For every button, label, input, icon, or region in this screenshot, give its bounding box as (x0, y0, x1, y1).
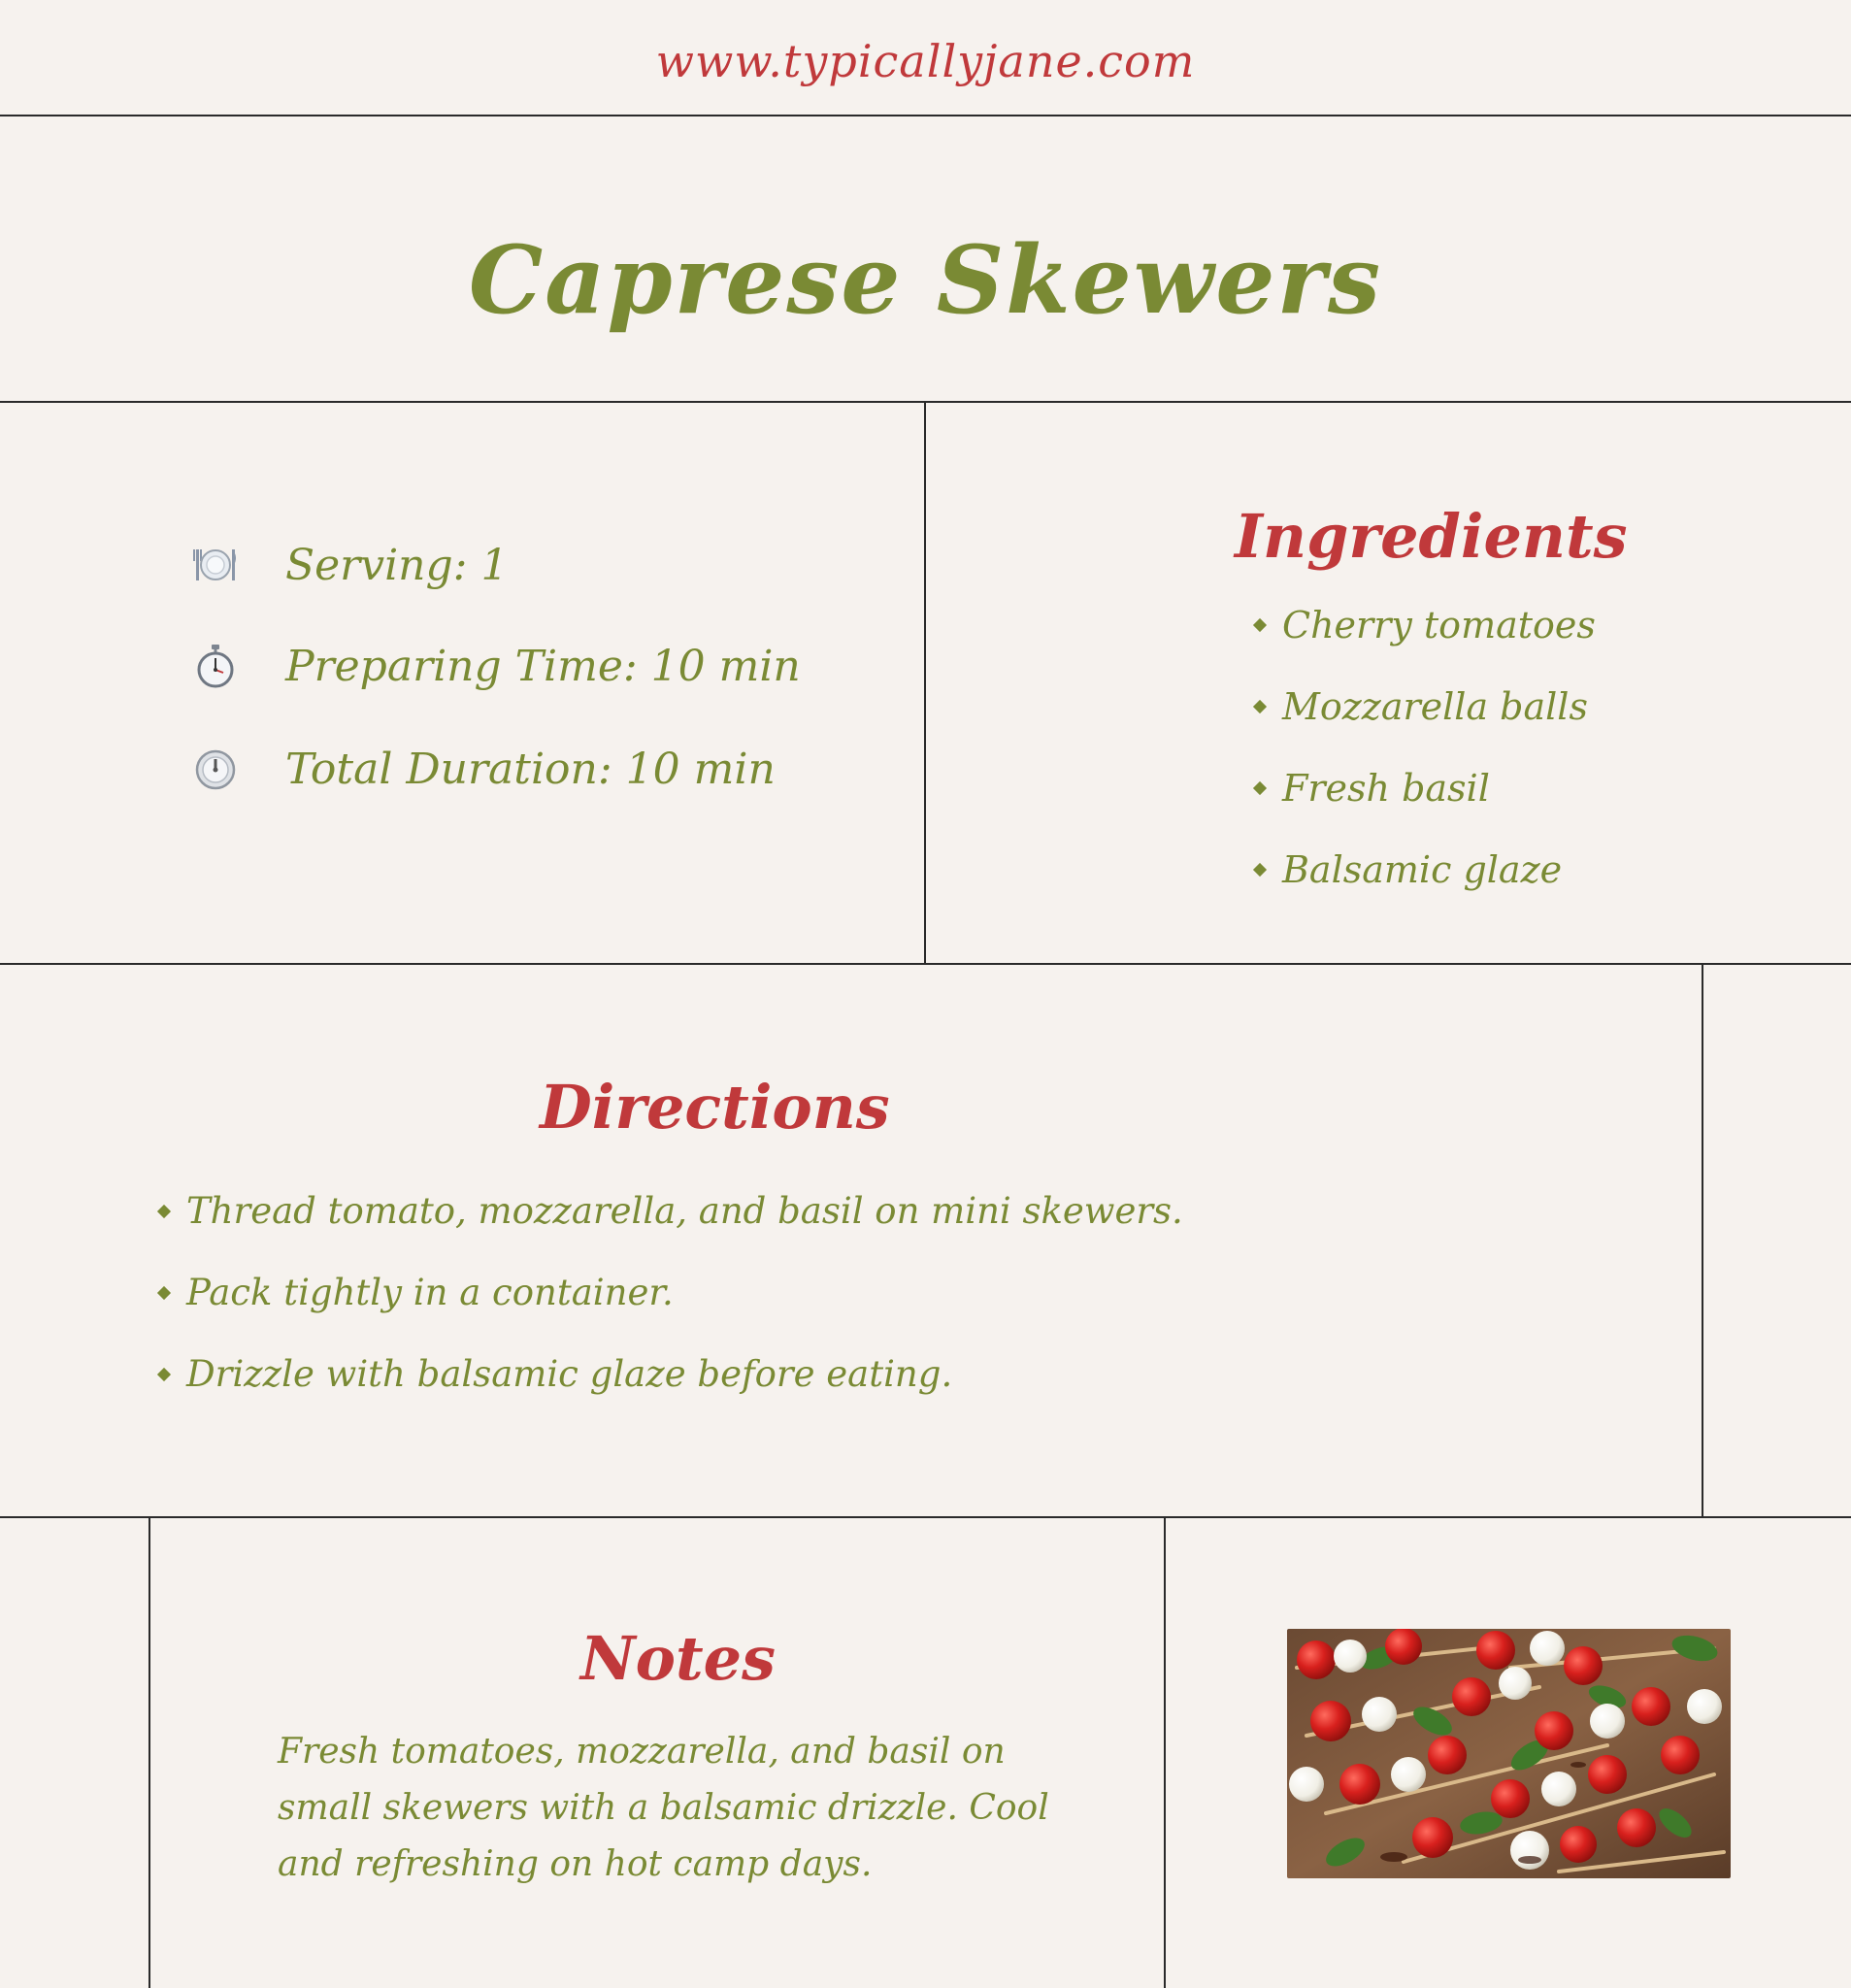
total-duration-text: Total Duration: 10 min (285, 744, 776, 794)
divider (924, 401, 926, 964)
directions-heading: Directions (540, 1072, 890, 1143)
notes-text: Fresh tomatoes, mozzarella, and basil on small skewers with a balsamic drizzle. Cool and refreshing on hot camp days. (278, 1732, 1049, 1884)
bullet-icon (1253, 863, 1267, 877)
bullet-icon (1253, 618, 1267, 632)
ingredient-item: Cherry tomatoes (1255, 604, 1596, 646)
direction-step: Drizzle with balsamic glaze before eating. (159, 1353, 952, 1395)
ingredients-heading: Ingredients (1235, 501, 1628, 572)
ingredient-item: Balsamic glaze (1255, 848, 1562, 891)
ingredient-item: Fresh basil (1255, 767, 1490, 810)
divider (149, 1516, 150, 1988)
meta-total-duration (190, 740, 776, 798)
divider (0, 115, 1851, 116)
recipe-title: Caprese Skewers (468, 225, 1383, 335)
plate-cutlery-icon (190, 540, 241, 590)
meta-serving (190, 536, 509, 594)
divider (1164, 1516, 1166, 1988)
caprese-skewers-photo (1287, 1629, 1731, 1878)
prep-time-text: Preparing Time: 10 min (285, 641, 801, 691)
bullet-icon (157, 1204, 171, 1217)
direction-step: Thread tomato, mozzarella, and basil on mini skewers. (159, 1190, 1183, 1232)
notes-heading: Notes (580, 1623, 777, 1694)
timer-icon (190, 744, 241, 794)
site-url[interactable]: www.typicallyjane.com (655, 35, 1196, 87)
bullet-icon (1253, 700, 1267, 713)
bullet-icon (157, 1367, 171, 1380)
ingredient-item: Mozzarella balls (1255, 685, 1588, 728)
divider (0, 1516, 1851, 1518)
direction-step: Pack tightly in a container. (159, 1272, 674, 1313)
stopwatch-icon (190, 641, 241, 691)
serving-text: Serving: 1 (285, 540, 509, 590)
divider (1702, 963, 1703, 1517)
meta-prep-time (190, 637, 801, 695)
bullet-icon (157, 1285, 171, 1299)
bullet-icon (1253, 781, 1267, 795)
